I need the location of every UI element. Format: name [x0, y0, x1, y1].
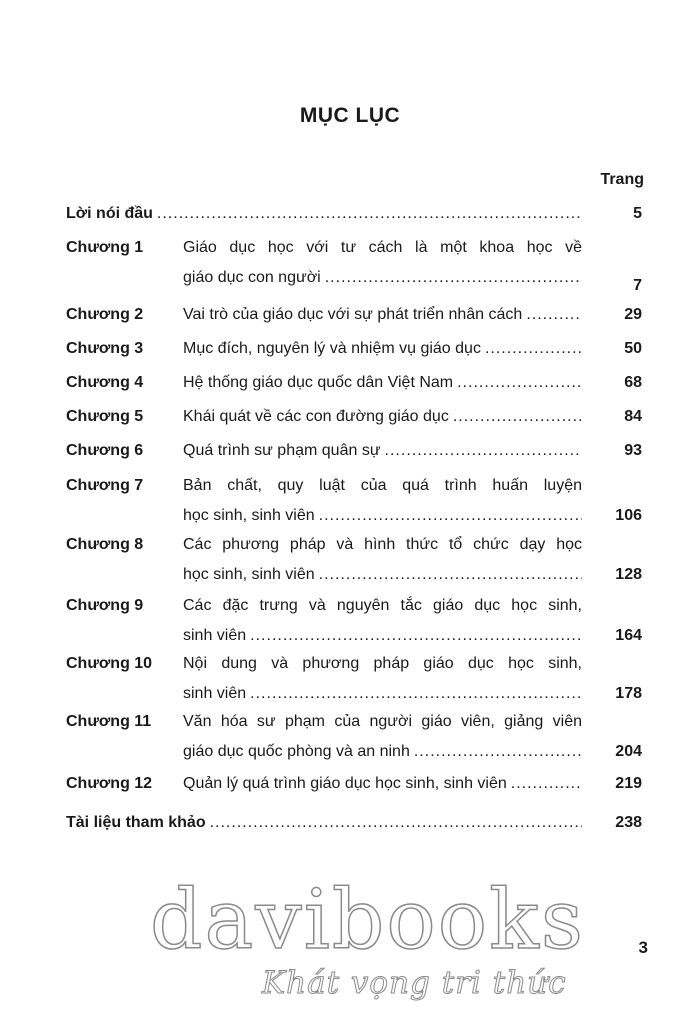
toc-page-number: 164 [615, 627, 642, 644]
dot-leader [481, 335, 582, 363]
toc-page-number: 178 [615, 685, 642, 702]
chapter-title-line: giáo dục con người [183, 269, 321, 286]
page-column-header: Trang [600, 171, 644, 188]
dot-leader [507, 770, 582, 798]
chapter-title-line: học sinh, sinh viên [183, 566, 315, 583]
chapter-title-line: giáo dục quốc phòng và an ninh [183, 743, 410, 760]
toc-page-number: 106 [615, 507, 642, 524]
dot-leader [410, 738, 582, 766]
dot-leader [453, 369, 582, 397]
chapter-label: Chương 5 [66, 408, 144, 425]
toc-page-number: 50 [624, 340, 642, 357]
toc-page-number: 7 [633, 277, 642, 294]
watermark-brand: davibooks [150, 873, 585, 968]
dot-leader [246, 622, 582, 650]
chapter-title-line: Giáo dục học với tư cách là một khoa học về [183, 239, 582, 256]
chapter-label: Chương 11 [66, 713, 152, 730]
toc-entry-label: Lời nói đầu [66, 205, 153, 222]
dot-leader [153, 200, 582, 228]
chapter-title-line: Nội dung và phương pháp giáo dục học sinh, [183, 655, 582, 672]
dot-leader [321, 264, 582, 292]
chapter-title-line: Bản chất, quy luật của quá trình huấn luyện [183, 477, 582, 494]
chapter-label: Chương 1 [66, 239, 144, 256]
dot-leader [315, 502, 582, 530]
chapter-label: Chương 2 [66, 306, 144, 323]
chapter-title-line: Các đặc trưng và nguyên tắc giáo dục học sinh, [183, 597, 582, 614]
watermark-tagline: Khát vọng tri thức [262, 965, 567, 1001]
chapter-label: Chương 4 [66, 374, 144, 391]
dot-leader [246, 680, 582, 708]
chapter-title-line: sinh viên [183, 627, 247, 644]
toc-page-number: 204 [615, 743, 642, 760]
toc-page-number: 238 [615, 814, 642, 831]
page-title: MỤC LỤC [299, 104, 401, 127]
dot-leader [381, 437, 582, 465]
chapter-label: Chương 8 [66, 536, 144, 553]
chapter-title-line: Văn hóa sư phạm của người giáo viên, giảng viên [183, 713, 582, 730]
toc-page-number: 84 [624, 408, 642, 425]
chapter-title-line: Các phương pháp và hình thức tổ chức dạy học [183, 536, 582, 553]
dot-leader [315, 561, 582, 589]
chapter-label: Chương 6 [66, 442, 144, 459]
chapter-label: Chương 3 [66, 340, 144, 357]
chapter-title-line: Khái quát về các con đường giáo dục [183, 408, 449, 425]
page-number: 3 [638, 938, 648, 957]
toc-page-number: 128 [615, 566, 642, 583]
chapter-title-line: Hệ thống giáo dục quốc dân Việt Nam [183, 374, 454, 391]
chapter-title-line: học sinh, sinh viên [183, 507, 315, 524]
chapter-title-line: Vai trò của giáo dục với sự phát triển nhân cách [183, 306, 523, 323]
dot-leader [206, 809, 582, 837]
toc-page-number: 93 [624, 442, 642, 459]
toc-page-number: 29 [624, 306, 642, 323]
toc-page-number: 68 [624, 374, 642, 391]
chapter-title-line: sinh viên [183, 685, 247, 702]
toc-page-number: 219 [615, 775, 642, 792]
toc-entry-label: Tài liệu tham khảo [66, 814, 206, 831]
toc-page-number: 5 [633, 205, 642, 222]
chapter-label: Chương 9 [66, 597, 144, 614]
dot-leader [522, 301, 582, 329]
chapter-label: Chương 12 [66, 775, 153, 792]
chapter-label: Chương 10 [66, 655, 153, 672]
chapter-title-line: Quản lý quá trình giáo dục học sinh, sinh viên [183, 775, 507, 792]
chapter-title-line: Quá trình sư phạm quân sự [183, 442, 381, 459]
chapter-label: Chương 7 [66, 477, 144, 494]
dot-leader [449, 403, 582, 431]
chapter-title-line: Mục đích, nguyên lý và nhiệm vụ giáo dục [183, 340, 481, 357]
